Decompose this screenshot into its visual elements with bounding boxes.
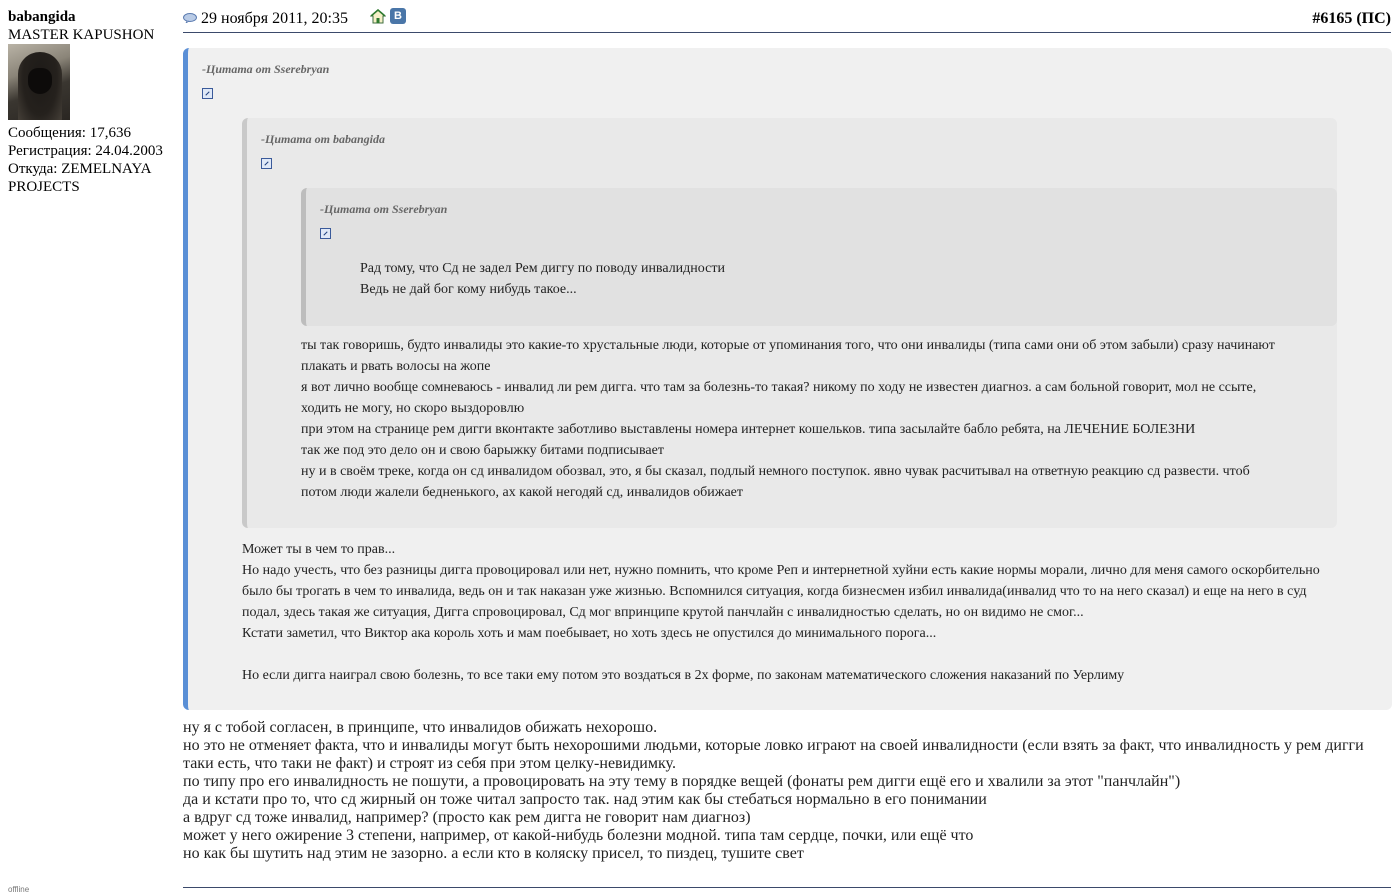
- user-info: [8, 8, 178, 196]
- post-number-link[interactable]: #6165: [1312, 10, 1353, 27]
- username[interactable]: babangida: [8, 9, 76, 25]
- jump-to-quote-icon[interactable]: [261, 158, 272, 169]
- bottom-divider: [183, 887, 1391, 888]
- quote-line: так же под это дело он и свою барыжку битами подписывает: [301, 443, 664, 458]
- ps-link[interactable]: ПС: [1361, 10, 1386, 27]
- quote-text: [242, 539, 1332, 686]
- avatar-face: [28, 68, 52, 94]
- status-offline: offline: [8, 885, 30, 894]
- quote-line: [242, 644, 1332, 665]
- quote-block-outer: [183, 48, 1392, 710]
- jump-to-quote-icon[interactable]: [202, 88, 213, 99]
- post-number-wrap: [1312, 10, 1391, 28]
- message-icon: [183, 13, 197, 23]
- post-body: [183, 719, 1378, 863]
- user-from: Откуда: ZEMELNAYA PROJECTS: [8, 161, 151, 195]
- post-line: но это не отменяет факта, что и инвалиды могут быть нехорошими людьми, которые ловко играют на своей инвалидности (если взять за факт, что инвалидность у рем дигги таки есть, что таки не факт) и строят из себя при этом целку-невидимку.: [183, 737, 1364, 772]
- user-title: MASTER KAPUSHON: [8, 27, 155, 43]
- quote-block-inner: [301, 188, 1337, 326]
- quote-block-middle: [242, 118, 1337, 528]
- post-header: [183, 8, 1391, 33]
- quote-line: Рад тому, что Сд не задел Рем диггу по поводу инвалидности: [360, 261, 725, 276]
- quote-line: Но надо учесть, что без разницы дигга провоцировал или нет, нужно помнить, что кроме Реп и интернетной хуйни есть какие нормы морали, лично для меня самого оскорбительно было бы трогать в чем то инвалида, ведь он и так наказан уже жизнью. Вспомнился ситуация, когда бизнесмен избил инвалида(инвалид что то на него сказал) и еще на него в суд подал, здесь такая же ситуация, Дигга спровоцировал, Сд мог впринципе крутой панчлайн с инвалидностью сделать, но он видимо не смог...: [242, 563, 1320, 620]
- quote-author: -Цитата от Sserebryan: [202, 62, 330, 76]
- avatar[interactable]: [8, 44, 70, 120]
- quote-author: -Цитата от Sserebryan: [320, 202, 448, 216]
- ps-close: ): [1385, 10, 1391, 27]
- quote-line: ну и в своём треке, когда он сд инвалидом обозвал, это, я бы сказал, подлый немного поступок. явно чувак расчитывал на ответную реакцию сд развести. чтоб потом люди жалели бедненького, ах какой негодяй сд, инвалидов обижает: [301, 464, 1250, 500]
- quote-line: ты так говоришь, будто инвалиды это какие-то хрустальные люди, которые от упоминания того, что они инвалиды (типа сами они об этом забыли) сразу начинают плакать и рвать волосы на жопе: [301, 338, 1275, 374]
- quote-author: -Цитата от babangida: [261, 132, 386, 146]
- post-line: да и кстати про то, что сд жирный он тоже читал запросто так. над этим как бы стебаться нормально в его понимании: [183, 791, 987, 808]
- post-line: ну я с тобой согласен, в принципе, что инвалидов обижать нехорошо.: [183, 719, 658, 736]
- quote-line: я вот лично вообще сомневаюсь - инвалид ли рем дигга. что там за болезнь-то такая? никому по ходу не известен диагноз. а сам больной говорит, мол не ссыте, ходить не могу, но скоро выздоровлю: [301, 380, 1257, 416]
- post-line: может у него ожирение 3 степени, например, от какой-нибудь болезни модной. типа там сердце, почки, или ещё что: [183, 827, 974, 844]
- jump-to-quote-icon[interactable]: [320, 228, 331, 239]
- post-line: но как бы шутить над этим не зазорно. а если кто в коляску присел, то пиздец, тушите свет: [183, 845, 804, 862]
- user-messages: Сообщения: 17,636: [8, 125, 131, 141]
- quote-text: [360, 258, 1320, 300]
- quote-line: Ведь не дай бог кому нибудь такое...: [360, 282, 577, 297]
- post-date: 29 ноября 2011, 20:35: [201, 10, 348, 27]
- post-line: по типу про его инвалидность не пошути, а провоцировать на эту тему в порядке вещей (фонаты рем дигги ещё его и хвалили за этот "панчлайн"): [183, 773, 1181, 790]
- vk-icon[interactable]: В: [390, 8, 406, 24]
- quote-line: Но если дигга наиграл свою болезнь, то все таки ему потом это воздаться в 2х форме, по законам математического сложения наказаний по Уерлиму: [242, 668, 1125, 683]
- quote-text: [301, 335, 1286, 503]
- home-icon[interactable]: [370, 9, 386, 24]
- quote-line: Может ты в чем то прав...: [242, 542, 396, 557]
- ps-open: (: [1352, 10, 1362, 27]
- quote-line: при этом на странице рем дигги вконтакте заботливо выставлены номера интернет кошельков. типа засылайте бабло ребята, на ЛЕЧЕНИЕ БОЛЕЗНИ: [301, 422, 1196, 437]
- quote-line: Кстати заметил, что Виктор ака король хоть и мам поебывает, но хоть здесь не опустился до минимального порога...: [242, 626, 937, 641]
- user-registered: Регистрация: 24.04.2003: [8, 143, 163, 159]
- post-line: а вдруг сд тоже инвалид, например? (просто как рем дигга не говорит нам диагноз): [183, 809, 751, 826]
- post-date-wrap: [183, 10, 348, 28]
